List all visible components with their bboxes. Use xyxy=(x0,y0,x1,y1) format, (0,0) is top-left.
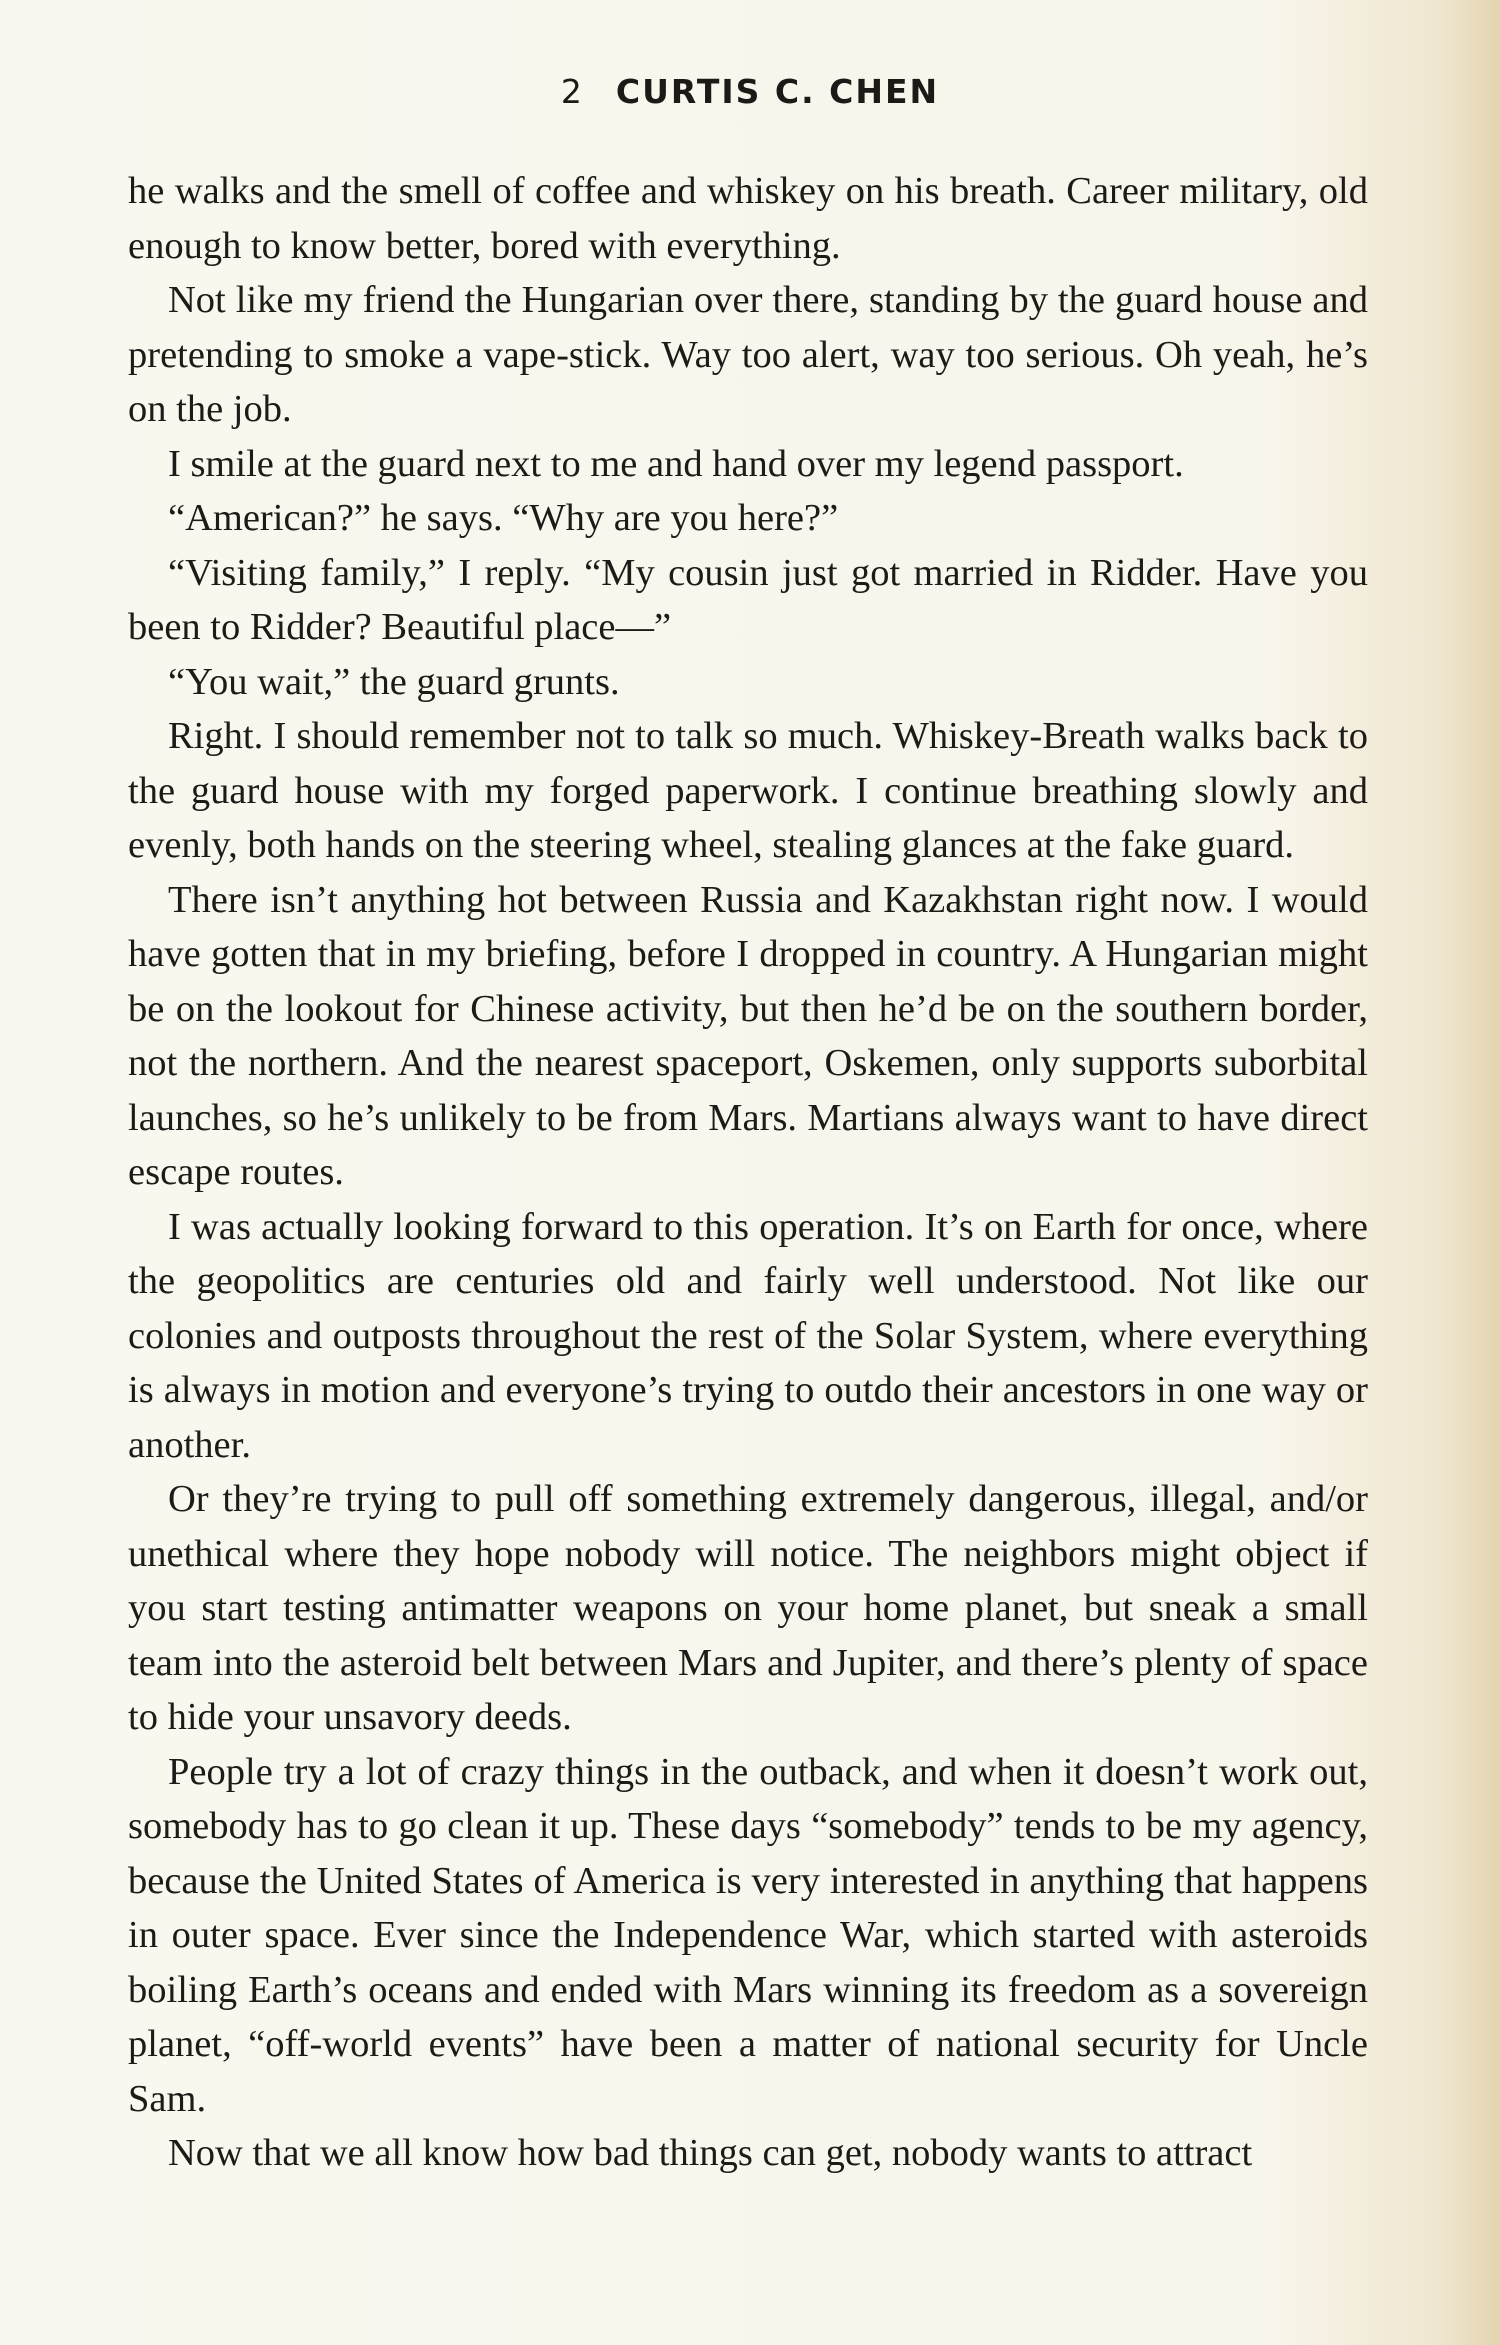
paragraph: Or they’re trying to pull off something extremely dangerous, illegal, and/or unethical where they hope nobody will notice. The neighbors might object if you start testing antimatter weapons on your home planet, but sneak a small team into the asteroid belt between Mars and Jupiter, and there’s plenty of space to hide your unsavory deeds. xyxy=(128,1478,1368,1738)
paragraph: People try a lot of crazy things in the outback, and when it doesn’t work out, somebody has to go clean it up. These days “somebody” tends to be my agency, because the United States of America is very interested in anything that happens in outer space. Ever since the Independence War, which started with asteroids boiling Earth’s oceans and ended with Mars winning its freedom as a sovereign planet, “off-world events” have been a matter of national security for Uncle Sam. xyxy=(128,1750,1368,2120)
page-number: 2 xyxy=(560,72,584,111)
author-name: CURTIS C. CHEN xyxy=(615,72,940,111)
paragraph: There isn’t anything hot between Russia and Kazakhstan right now. I would have gotten that in my briefing, before I dropped in country. A Hungarian might be on the lookout for Chinese activity, but then he’d be on the southern border, not the northern. And the nearest spaceport, Oskemen, only supports suborbital launches, so he’s unlikely to be from Mars. Martians always want to have direct escape routes. xyxy=(128,878,1368,1193)
paragraph: “American?” he says. “Why are you here?” xyxy=(168,497,839,539)
paragraph: I smile at the guard next to me and hand over my legend passport. xyxy=(168,442,1184,485)
paragraph: “You wait,” the guard grunts. xyxy=(168,660,620,703)
paragraph: he walks and the smell of coffee and whiskey on his breath. Career military, old enough to know better, bored with everything. xyxy=(128,170,1368,267)
paragraph: Right. I should remember not to talk so much. Whiskey-Breath walks back to the guard house with my forged paperwork. I continue breathing slowly and evenly, both hands on the steering wheel, stealing glances at the fake guard. xyxy=(128,715,1368,866)
body-text xyxy=(128,164,1368,2181)
paragraph: I was actually looking forward to this operation. It’s on Earth for once, where the geopolitics are centuries old and fairly well understood. Not like our colonies and outposts throughout the rest of the Solar System, where everything is always in motion and everyone’s trying to outdo their ancestors in one way or another. xyxy=(128,1205,1368,1466)
paragraph: Not like my friend the Hungarian over there, standing by the guard house and pretending to smoke a vape-stick. Way too alert, way too serious. Oh yeah, he’s on the job. xyxy=(128,279,1368,430)
paragraph: “Visiting family,” I reply. “My cousin just got married in Ridder. Have you been to Ridder? Beautiful place—” xyxy=(128,551,1368,648)
running-header xyxy=(0,72,1500,111)
paragraph: Now that we all know how bad things can get, nobody wants to attract xyxy=(168,2132,1253,2174)
